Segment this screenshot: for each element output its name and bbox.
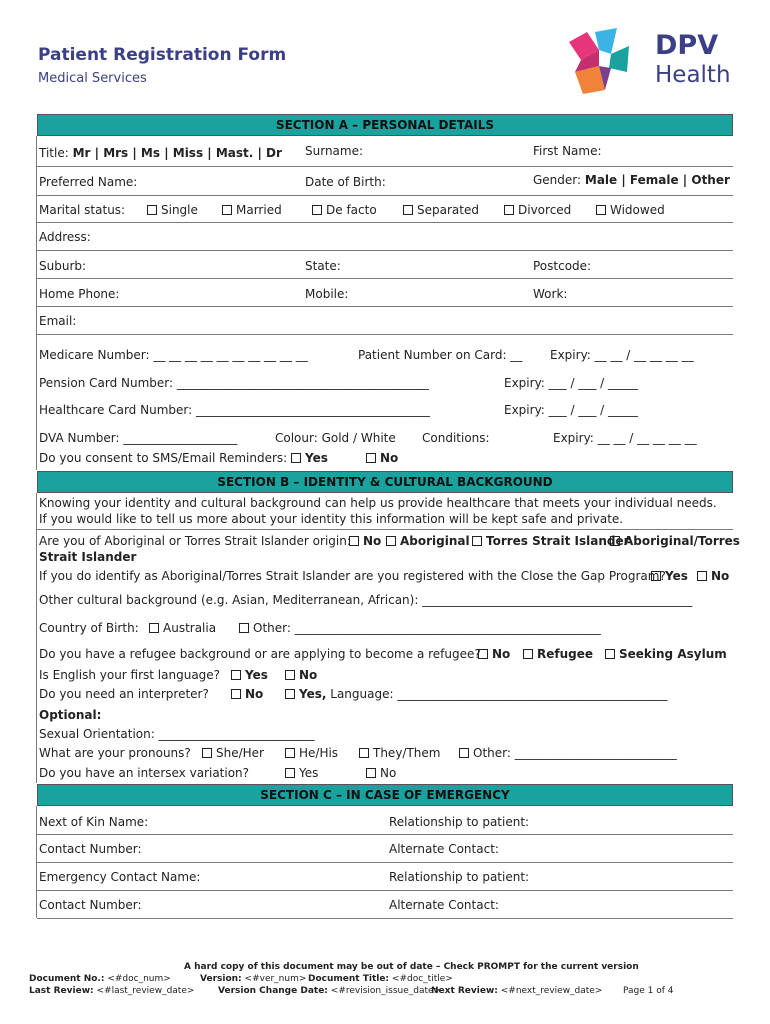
alternate-contact-label-1: Alternate Contact: [389,842,499,856]
alternate-contact-label-2: Alternate Contact: [389,898,499,912]
section-b-heading: SECTION B – IDENTITY & CULTURAL BACKGROUND [37,471,733,493]
checkbox-icon [504,205,514,215]
marital-separated-checkbox[interactable]: Separated [403,203,479,217]
section-b-left-border [36,493,37,783]
pension-card-field[interactable]: Pension Card Number: __________________________________________ [39,376,429,390]
checkbox-icon [459,748,469,758]
checkbox-icon [231,689,241,699]
gender-options[interactable]: Male | Female | Other [584,173,730,187]
preferred-name-label: Preferred Name: [39,175,138,189]
checkbox-icon [366,453,376,463]
checkbox-icon [605,649,615,659]
consent-label: Do you consent to SMS/Email Reminders: [39,451,288,465]
next-of-kin-label: Next of Kin Name: [39,815,149,829]
divider [37,250,733,251]
gender-field[interactable] [533,173,730,187]
footer-doc-title: Document Title: <#doc_title> [308,974,453,984]
checkbox-icon [697,571,707,581]
title-options[interactable]: Mr | Mrs | Ms | Miss | Mast. | Dr [72,146,282,160]
home-phone-label: Home Phone: [39,287,120,301]
checkbox-icon [222,205,232,215]
marital-defacto-checkbox[interactable]: De facto [312,203,377,217]
dva-colour-label: Colour: Gold / White [275,431,396,445]
section-b-intro-2: If you would like to tell us more about your identity this information will be kept safe and private. [39,512,624,526]
medicare-number-field[interactable]: Medicare Number: __ __ __ __ __ __ __ __ __ __ [39,348,308,362]
divider [37,890,733,891]
pronouns-question: What are your pronouns? [39,746,191,760]
checkbox-icon [359,748,369,758]
divider [37,195,733,196]
checkbox-icon [596,205,606,215]
work-label: Work: [533,287,568,301]
checkbox-icon [349,536,359,546]
ctg-no-checkbox[interactable]: No [697,569,729,583]
divider [37,278,733,279]
checkbox-icon [478,649,488,659]
footer-warning: A hard copy of this document may be out of date – Check PROMPT for the current version [184,962,639,972]
checkbox-icon [149,623,159,633]
sexual-orientation-field[interactable]: Sexual Orientation: __________________________ [39,727,315,741]
checkbox-icon [366,768,376,778]
other-cultural-background-field[interactable]: Other cultural background (e.g. Asian, Mediterranean, African): _____________________________________________ [39,593,693,607]
relationship-label-2: Relationship to patient: [389,870,530,884]
refugee-no-checkbox[interactable]: No [478,647,510,661]
refugee-question: Do you have a refugee background or are applying to become a refugee? [39,647,481,661]
footer-doc-no: Document No.: <#doc_num> [29,974,171,984]
atsi-question: Are you of Aboriginal or Torres Strait Islander origin: [39,534,351,548]
marital-widowed-checkbox[interactable]: Widowed [596,203,665,217]
footer-version-change-date: Version Change Date: <#revision_issue_date> [218,986,442,996]
emergency-contact-name-label: Emergency Contact Name: [39,870,201,884]
divider [37,529,733,530]
english-question: Is English your first language? [39,668,221,682]
dva-number-field[interactable]: DVA Number: ___________________ [39,431,238,445]
divider [37,834,733,835]
birth-other-field[interactable]: Other: ___________________________________________________ [239,621,601,635]
refugee-asylum-checkbox[interactable]: Seeking Asylum [605,647,727,661]
intersex-question: Do you have an intersex variation? [39,766,250,780]
section-a-left-border [36,136,37,470]
checkbox-icon [651,571,661,581]
checkbox-icon [312,205,322,215]
consent-no-checkbox[interactable]: No [366,451,398,465]
surname-label: Surname: [305,144,364,158]
country-of-birth-label: Country of Birth: [39,621,139,635]
checkbox-icon [285,670,295,680]
divider [37,306,733,307]
marital-married-checkbox[interactable]: Married [222,203,282,217]
footer-next-review: Next Review: <#next_review_date> [431,986,603,996]
atsi-tsi-checkbox[interactable]: Torres Strait Islander [472,534,630,548]
logo-mark-icon [565,28,645,96]
postcode-label: Postcode: [533,259,592,273]
address-label: Address: [39,230,91,244]
divider [37,222,733,223]
marital-single-checkbox[interactable]: Single [147,203,198,217]
intersex-yes-checkbox[interactable]: Yes [285,766,318,780]
logo-health-text: Health [655,62,731,88]
consent-yes-checkbox[interactable]: Yes [291,451,328,465]
email-label: Email: [39,314,77,328]
conditions-label: Conditions: [422,431,490,445]
footer-last-review: Last Review: <#last_review_date> [29,986,195,996]
checkbox-icon [523,649,533,659]
first-name-label: First Name: [533,144,602,158]
english-yes-checkbox[interactable]: Yes [231,668,268,682]
checkbox-icon [610,536,620,546]
interpreter-yes-field[interactable]: Yes, Language: _____________________________________________ [285,687,667,701]
checkbox-icon [239,623,249,633]
birth-australia-checkbox[interactable]: Australia [149,621,216,635]
dva-expiry-field[interactable]: Expiry: __ __ / __ __ __ __ [553,431,697,445]
state-label: State: [305,259,341,273]
contact-number-label-2: Contact Number: [39,898,142,912]
medicare-expiry-field[interactable]: Expiry: __ __ / __ __ __ __ [550,348,694,362]
section-c-heading: SECTION C – IN CASE OF EMERGENCY [37,784,733,806]
divider [37,918,733,919]
checkbox-icon [472,536,482,546]
relationship-label-1: Relationship to patient: [389,815,530,829]
refugee-yes-checkbox[interactable]: Refugee [523,647,593,661]
title-label: Title: [39,146,69,160]
logo-dpv-text: DPV [655,30,719,61]
mobile-label: Mobile: [305,287,349,301]
checkbox-icon [202,748,212,758]
divider [37,334,733,335]
marital-divorced-checkbox[interactable]: Divorced [504,203,571,217]
dpv-health-logo [565,28,735,96]
atsi-both-label-cont: Strait Islander [39,550,137,564]
atsi-both-checkbox[interactable]: Aboriginal/Torres [610,534,740,548]
checkbox-icon [386,536,396,546]
marital-status-label: Marital status: [39,203,126,217]
healthcare-expiry-field[interactable]: Expiry: ___ / ___ / _____ [504,403,638,417]
page-subtitle: Medical Services [38,71,147,86]
pronoun-other-field[interactable]: Other: ___________________________ [459,746,677,760]
atsi-aboriginal-checkbox[interactable]: Aboriginal [386,534,470,548]
contact-number-label-1: Contact Number: [39,842,142,856]
checkbox-icon [231,670,241,680]
interpreter-no-checkbox[interactable]: No [231,687,263,701]
atsi-no-checkbox[interactable]: No [349,534,381,548]
page-title: Patient Registration Form [38,45,287,65]
checkbox-icon [403,205,413,215]
pronoun-they-checkbox[interactable]: They/Them [359,746,440,760]
ctg-yes-checkbox[interactable]: Yes [651,569,688,583]
optional-heading: Optional: [39,708,102,722]
suburb-label: Suburb: [39,259,87,273]
checkbox-icon [285,768,295,778]
patient-number-field[interactable]: Patient Number on Card: __ [358,348,523,362]
gender-label: Gender: [533,173,582,187]
pronoun-she-checkbox[interactable]: She/Her [202,746,264,760]
healthcare-card-field[interactable]: Healthcare Card Number: _______________________________________ [39,403,430,417]
footer-version: Version: <#ver_num> [200,974,307,984]
checkbox-icon [285,689,295,699]
title-field[interactable] [39,146,282,160]
section-b-intro-1: Knowing your identity and cultural background can help us provide healthcare that meets your individual needs. [39,496,717,510]
divider [37,166,733,167]
checkbox-icon [291,453,301,463]
intersex-no-checkbox[interactable]: No [366,766,396,780]
divider [37,862,733,863]
checkbox-icon [285,748,295,758]
interpreter-question: Do you need an interpreter? [39,687,209,701]
english-no-checkbox[interactable]: No [285,668,317,682]
pension-expiry-field[interactable]: Expiry: ___ / ___ / _____ [504,376,638,390]
pronoun-he-checkbox[interactable]: He/His [285,746,338,760]
footer-page-number: Page 1 of 4 [623,986,674,996]
section-a-heading: SECTION A – PERSONAL DETAILS [37,114,733,136]
checkbox-icon [147,205,157,215]
dob-label: Date of Birth: [305,175,386,189]
close-the-gap-question: If you do identify as Aboriginal/Torres Strait Islander are you registered with the Close the Gap Program? [39,569,666,583]
